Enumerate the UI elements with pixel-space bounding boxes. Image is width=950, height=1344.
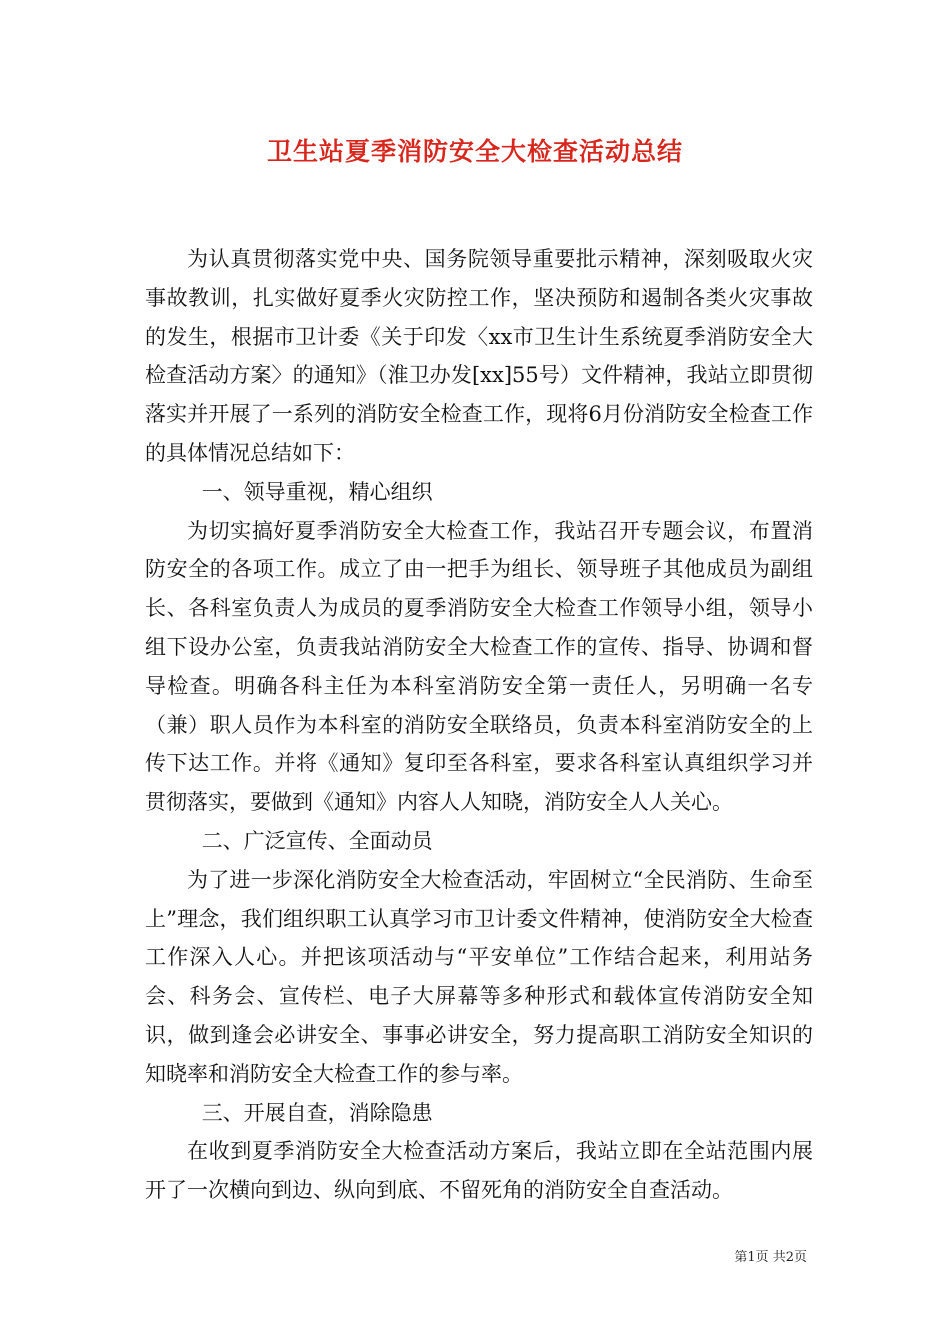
section-heading-3: 三、开展自查，消除隐患	[201, 1100, 433, 1125]
section-2-paragraph: 为了进一步深化消防安全大检查活动，牢固树立“全民消防、生命至上”理念，我们组织职工认真学习市卫计委文件精神，使消防安全大检查工作深入人心。并把该项活动与“平安单位”工作结合起来，利用站务会、科务会、宣传栏、电子大屏幕等多种形式和载体宣传消防安全知识，做到逢会必讲安全、事事必讲安全，努力提高职工消防安全知识的知晓率和消防安全大检查工作的参与率。	[145, 867, 813, 1086]
section-1-paragraph: 为切实搞好夏季消防安全大检查工作，我站召开专题会议，布置消防安全的各项工作。成立了由一把手为组长、领导班子其他成员为副组长、各科室负责人为成员的夏季消防安全大检查工作领导小组，领导小组下设办公室，负责我站消防安全大检查工作的宣传、指导、协调和督导检查。明确各科主任为本科室消防安全第一责任人，另明确一名专（兼）职人员作为本科室的消防安全联络员，负责本科室消防安全的上传下达工作。并将《通知》复印至各科室，要求各科室认真组织学习并贯彻落实，要做到《通知》内容人人知晓，消防安全人人关心。	[145, 518, 813, 815]
intro-paragraph: 为认真贯彻落实党中央、国务院领导重要批示精神，深刻吸取火灾事故教训，扎实做好夏季火灾防控工作，坚决预防和遏制各类火灾事故的发生，根据市卫计委《关于印发〈xx市卫生计生系统夏季消防安全大检查活动方案〉的通知》（淮卫办发[xx]55号）文件精神，我站立即贯彻落实并开展了一系列的消防安全检查工作，现将6月份消防安全检查工作的具体情况总结如下：	[145, 247, 813, 465]
section-heading-2: 二、广泛宣传、全面动员	[201, 828, 433, 853]
section-heading-1: 一、领导重视，精心组织	[201, 479, 433, 504]
page-number-footer: 第1页 共2页	[734, 1250, 807, 1265]
section-3-paragraph: 在收到夏季消防安全大检查活动方案后，我站立即在全站范围内展开了一次横向到边、纵向到底、不留死角的消防安全自查活动。	[145, 1139, 813, 1203]
document-body	[145, 240, 813, 1210]
document-title: 卫生站夏季消防安全大检查活动总结	[266, 137, 683, 166]
